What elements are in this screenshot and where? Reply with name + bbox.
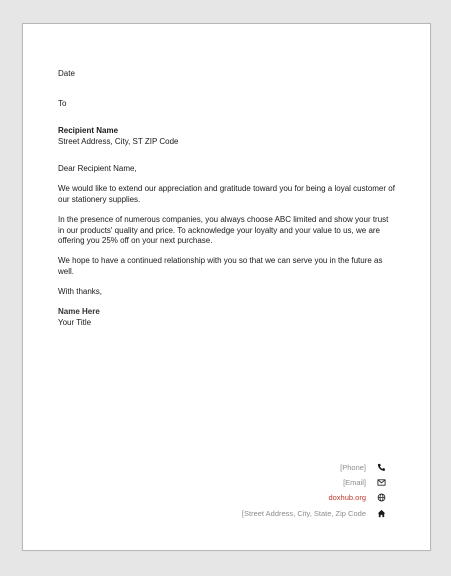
website-link[interactable]: doxhub.org — [328, 493, 366, 502]
email-text: [Email] — [343, 478, 366, 487]
address-text: [Street Address, City, State, Zip Code — [241, 509, 366, 518]
paragraph-relationship: We hope to have a continued relationship with you so that we can serve you in the future as well. — [58, 256, 383, 276]
closing: With thanks, — [58, 287, 103, 296]
home-icon — [377, 509, 386, 518]
date-line: Date — [58, 69, 75, 78]
paragraph-appreciation: We would like to extend our appreciation and gratitude toward you for being a loyal customer of our stationery supplies. — [58, 184, 395, 204]
salutation: Dear Recipient Name, — [58, 164, 137, 173]
phone-icon — [377, 463, 386, 472]
recipient-address: Street Address, City, ST ZIP Code — [58, 137, 179, 146]
paragraph-offer: In the presence of numerous companies, you always choose ABC limited and show your trust in our products' quality and price. To acknowledge your loyalty and your value to us, we are offering you 25% off on your next purchase. — [58, 215, 389, 245]
letter-page — [22, 23, 431, 551]
email-icon — [377, 478, 386, 487]
phone-text: [Phone] — [340, 463, 366, 472]
globe-icon — [377, 493, 386, 502]
sender-name: Name Here — [58, 307, 100, 316]
sender-title: Your Title — [58, 318, 92, 327]
recipient-name: Recipient Name — [58, 126, 119, 135]
to-line: To — [58, 99, 67, 108]
